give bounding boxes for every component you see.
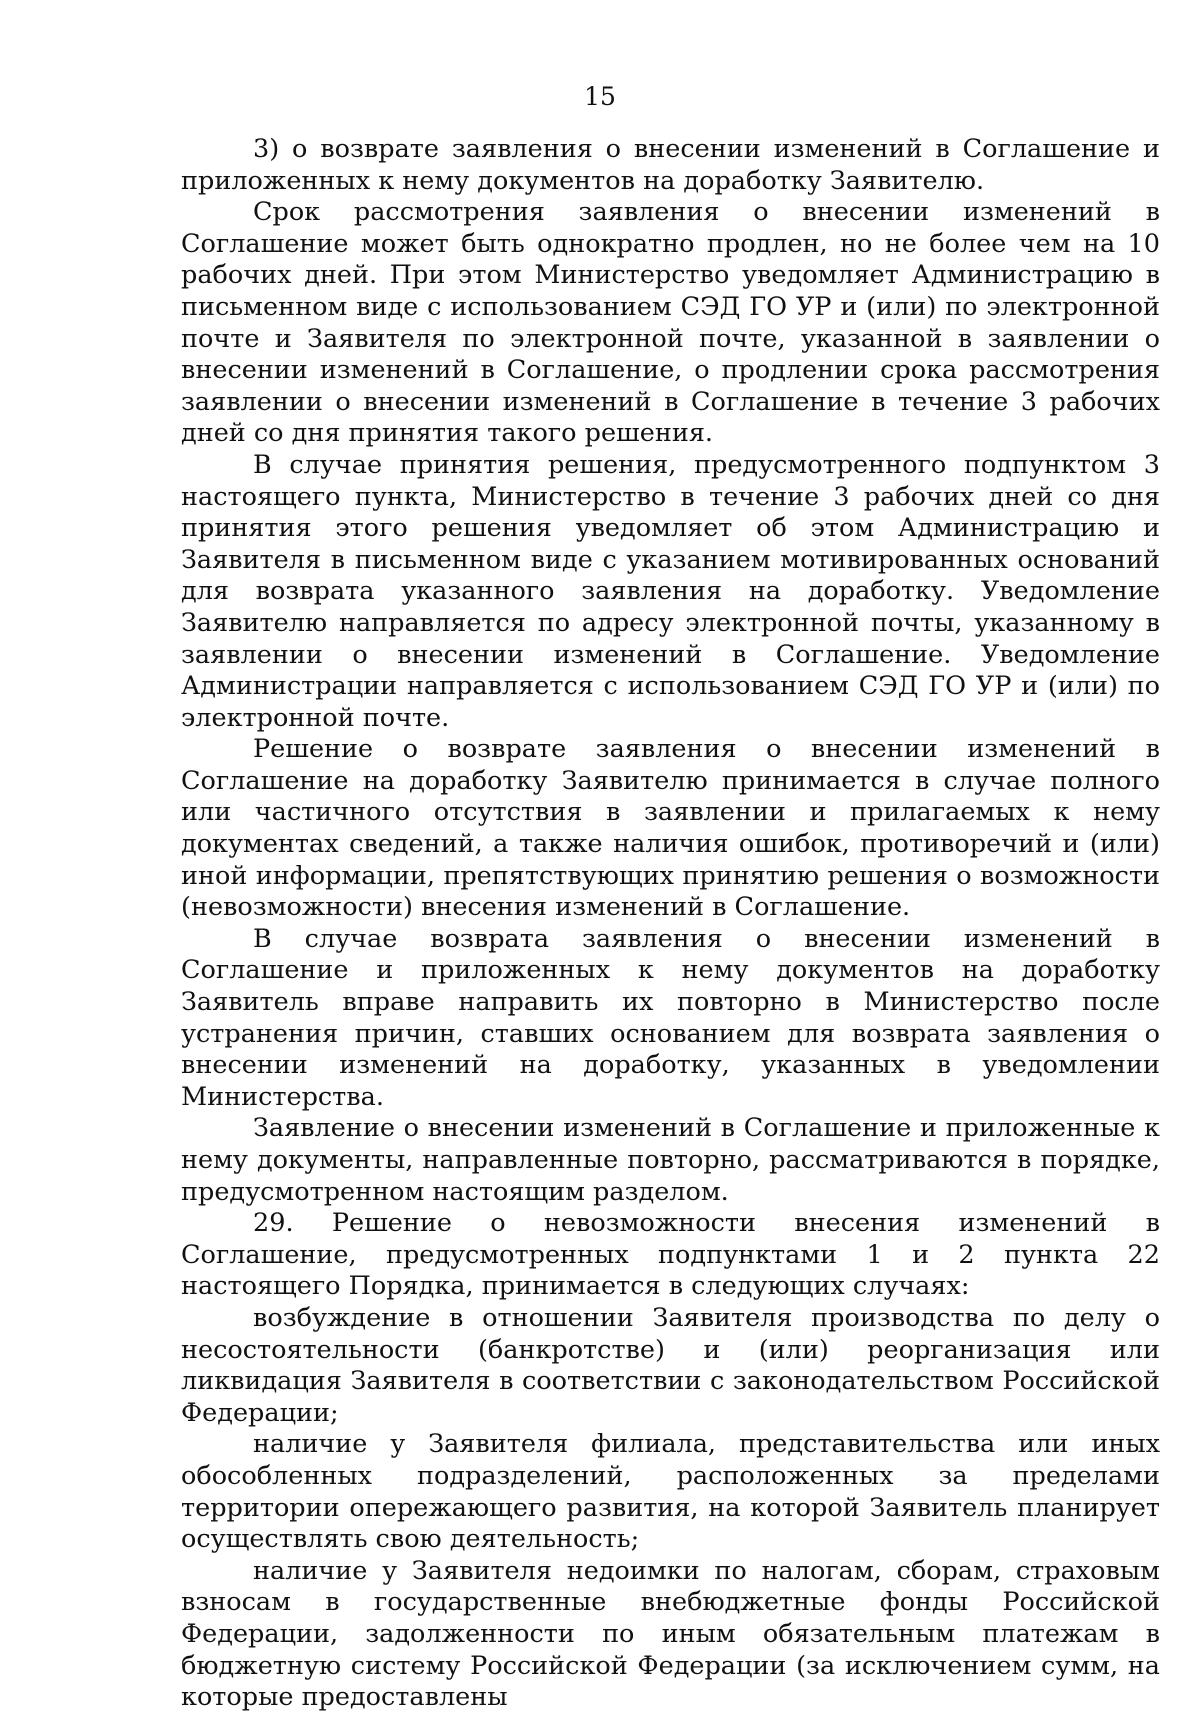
page-number: 15 <box>584 82 616 111</box>
paragraph-return-notice: В случае принятия решения, предусмотренного подпунктом 3 настоящего пункта, Министерство в течение 3 рабочих дней со дня принятия этого решения уведомляет об этом Администрацию и Заявителя в письменном виде с указанием мотивированных оснований для возврата указанного заявления на доработку. Уведомление Заявителю направляется по адресу электронной почты, указанному в заявлении о внесении изменений в Соглашение. Уведомление Администрации направляется с использованием СЭД ГО УР и (или) по электронной почте. <box>181 449 1160 733</box>
paragraph-item-29: 29. Решение о невозможности внесения изменений в Соглашение, предусмотренных подпунктами 1 и 2 пункта 22 настоящего Порядка, принимается в следующих случаях: <box>181 1208 1160 1302</box>
paragraph-review-term: Срок рассмотрения заявления о внесении изменений в Соглашение может быть однократно продлен, но не более чем на 10 рабочих дней. При этом Министерство уведомляет Администрацию в письменном виде с использованием СЭД ГО УР и (или) по электронной почте и Заявителя по электронной почте, указанной в заявлении о внесении изменений в Соглашение, о продлении срока рассмотрения заявлении о внесении изменений в Соглашение в течение 3 рабочих дней со дня принятия такого решения. <box>181 197 1160 449</box>
paragraph-return-grounds: Решение о возврате заявления о внесении изменений в Соглашение на доработку Заявителю принимается в случае полного или частичного отсутствия в заявлении и прилагаемых к нему документах сведений, а также наличия ошибок, противоречий и (или) иной информации, препятствующих принятию решения о возможности (невозможности) внесения изменений в Соглашение. <box>181 734 1160 923</box>
paragraph-item-3: 3) о возврате заявления о внесении изменений в Соглашение и приложенных к нему документов на доработку Заявителю. <box>181 134 1160 196</box>
document-body <box>181 134 1160 1714</box>
paragraph-resubmission: В случае возврата заявления о внесении изменений в Соглашение и приложенных к нему документов на доработку Заявитель вправе направить их повторно в Министерство после устранения причин, ставших основанием для возврата заявления о внесении изменений на доработку, указанных в уведомлении Министерства. <box>181 923 1160 1112</box>
paragraph-repeat-review: Заявление о внесении изменений в Соглашение и приложенные к нему документы, направленные повторно, рассматриваются в порядке, предусмотренном настоящим разделом. <box>181 1113 1160 1207</box>
paragraph-case-branch: наличие у Заявителя филиала, представительства или иных обособленных подразделений, расположенных за пределами территории опережающего развития, на которой Заявитель планирует осуществлять свою деятельность; <box>181 1429 1160 1555</box>
paragraph-case-arrears: наличие у Заявителя недоимки по налогам, сборам, страховым взносам в государственные внебюджетные фонды Российской Федерации, задолженности по иным обязательным платежам в бюджетную систему Российской Федерации (за исключением сумм, на которые предоставлены <box>181 1555 1160 1713</box>
paragraph-case-bankruptcy: возбуждение в отношении Заявителя производства по делу о несостоятельности (банкротстве) и (или) реорганизация или ликвидация Заявителя в соответствии с законодательством Российской Федерации; <box>181 1302 1160 1428</box>
